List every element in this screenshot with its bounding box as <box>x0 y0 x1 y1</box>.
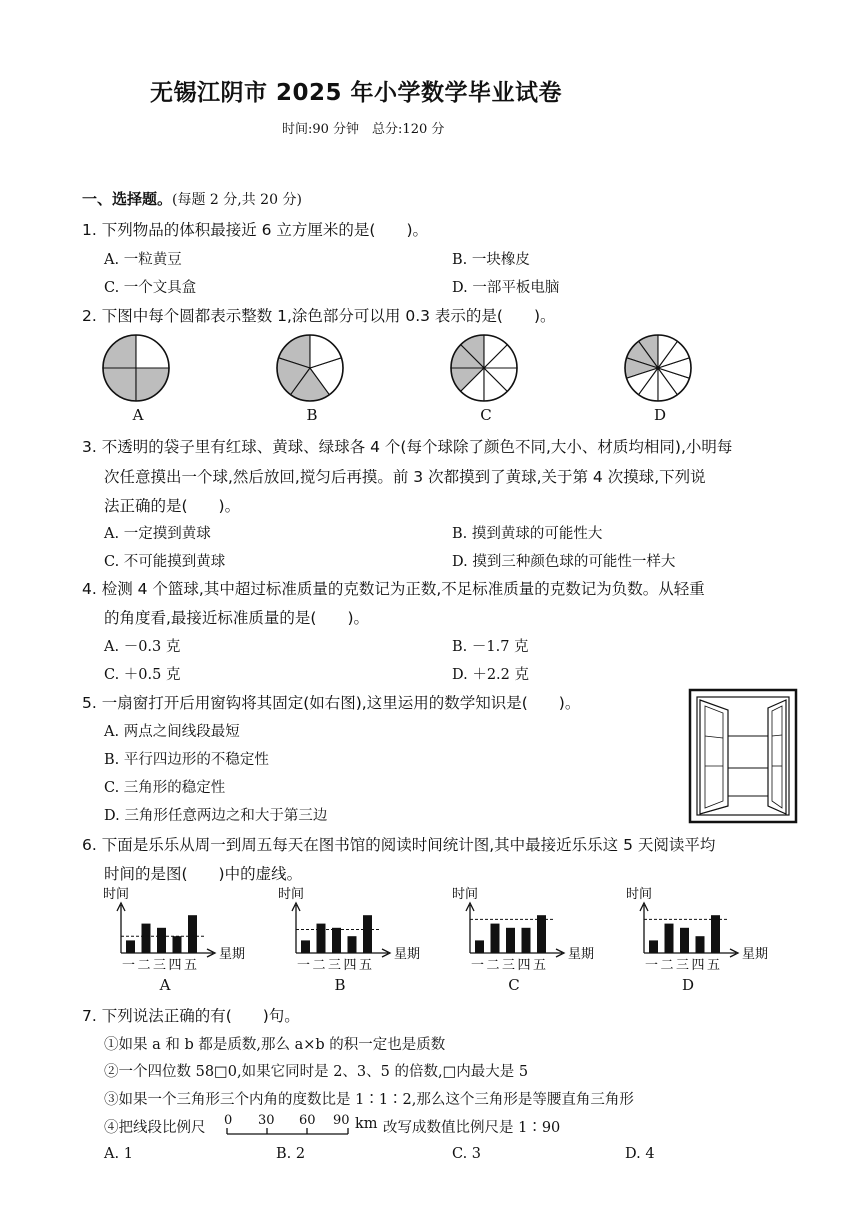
bar-二 <box>491 924 500 953</box>
question-5-stem: 5. 一扇窗打开后用窗钩将其固定(如右图),这里运用的数学知识是( )。 <box>82 694 581 712</box>
y-axis-label: 时间 <box>103 887 130 902</box>
q7-statement-1: ①如果 a 和 b 都是质数,那么 a×b 的积一定也是质数 <box>104 1037 446 1053</box>
q5-option-a: A. 两点之间线段最短 <box>104 724 240 740</box>
bar-一 <box>301 940 310 953</box>
bar-三 <box>332 928 341 953</box>
q6-chart-label-a: A <box>159 976 171 994</box>
x-axis-label: 星期 <box>742 947 769 962</box>
question-1-stem: 1. 下列物品的体积最接近 6 立方厘米的是( )。 <box>82 221 429 239</box>
q2-figure-label-a: A <box>132 406 144 424</box>
bar-一 <box>475 940 484 953</box>
tick-label-一: 一 <box>645 958 659 973</box>
q6-chart-label-d: D <box>681 976 695 994</box>
question-6-line-1: 6. 下面是乐乐从周一到周五每天在图书馆的阅读时间统计图,其中最接近乐乐这 5 天阅读平均 <box>82 836 716 854</box>
q3-option-d: D. 摸到三种颜色球的可能性一样大 <box>452 554 676 570</box>
q1-option-d: D. 一部平板电脑 <box>452 280 560 296</box>
question-4-line-1: 4. 检测 4 个篮球,其中超过标准质量的克数记为正数,不足标准质量的克数记为负数。从轻重 <box>82 580 705 598</box>
q5-option-d: D. 三角形任意两边之和大于第三边 <box>104 808 328 824</box>
line-scale-bar <box>226 1128 352 1136</box>
bar-一 <box>126 940 135 953</box>
tick-label-三: 三 <box>502 958 516 973</box>
tick-label-四: 四 <box>168 958 182 973</box>
tick-label-二: 二 <box>486 958 500 973</box>
bar-二 <box>317 924 326 953</box>
q7-option-a: A. 1 <box>104 1146 133 1162</box>
question-7-stem: 7. 下列说法正确的有( )句。 <box>82 1007 300 1025</box>
y-axis-label: 时间 <box>278 887 305 902</box>
tick-label-五: 五 <box>359 958 373 973</box>
page-title: 无锡江阴市 2025 年小学数学毕业试卷 <box>150 80 563 106</box>
section-note: (每题 2 分,共 20 分) <box>172 192 302 208</box>
question-6-line-2: 时间的是图( )中的虚线。 <box>104 865 303 883</box>
tick-label-四: 四 <box>517 958 531 973</box>
q4-option-b: B. －1.7 克 <box>452 639 529 655</box>
tick-label-二: 二 <box>312 958 326 973</box>
x-axis-label: 星期 <box>394 947 421 962</box>
bar-四 <box>348 936 357 953</box>
tick-label-五: 五 <box>533 958 547 973</box>
tick-label-五: 五 <box>184 958 198 973</box>
q2-figure-label-d: D <box>653 406 667 424</box>
chart-c <box>452 886 594 973</box>
bar-五 <box>188 915 197 953</box>
q7-option-d: D. 4 <box>625 1146 655 1162</box>
question-4-line-2: 的角度看,最接近标准质量的是( )。 <box>104 609 370 627</box>
chart-a <box>103 886 245 973</box>
scale-tick-0: 0 <box>224 1113 233 1128</box>
question-2-stem: 2. 下图中每个圆都表示整数 1,涂色部分可以用 0.3 表示的是( )。 <box>82 307 556 325</box>
q2-figure-label-b: B <box>306 406 318 424</box>
y-axis-label: 时间 <box>626 887 653 902</box>
bar-一 <box>649 940 658 953</box>
tick-label-二: 二 <box>137 958 151 973</box>
scale-tick-60: 60 <box>299 1113 316 1128</box>
q7-statement-4-prefix: ④把线段比例尺 <box>104 1120 206 1136</box>
tick-label-五: 五 <box>707 958 721 973</box>
tick-label-一: 一 <box>122 958 136 973</box>
scale-tick-90: 90 <box>333 1113 350 1128</box>
tick-label-三: 三 <box>328 958 342 973</box>
scale-unit: km <box>355 1116 378 1132</box>
bar-四 <box>173 936 182 953</box>
bar-三 <box>680 928 689 953</box>
q1-option-c: C. 一个文具盒 <box>104 280 197 296</box>
bar-四 <box>696 936 705 953</box>
bar-三 <box>157 928 166 953</box>
q1-option-a: A. 一粒黄豆 <box>104 252 182 268</box>
q3-option-b: B. 摸到黄球的可能性大 <box>452 526 603 542</box>
q7-option-b: B. 2 <box>276 1146 306 1162</box>
tick-label-一: 一 <box>471 958 485 973</box>
q7-statement-2: ②一个四位数 58□0,如果它同时是 2、3、5 的倍数,□内最大是 5 <box>104 1064 529 1080</box>
question-3-line-3: 法正确的是( )。 <box>104 497 241 515</box>
question-3-line-1: 3. 不透明的袋子里有红球、黄球、绿球各 4 个(每个球除了颜色不同,大小、材质均相同),小明每 <box>82 438 733 456</box>
bar-二 <box>142 924 151 953</box>
bar-四 <box>522 928 531 953</box>
tick-label-一: 一 <box>297 958 311 973</box>
bar-二 <box>665 924 674 953</box>
q5-option-c: C. 三角形的稳定性 <box>104 780 226 796</box>
q3-option-c: C. 不可能摸到黄球 <box>104 554 226 570</box>
scale-tick-30: 30 <box>258 1113 275 1128</box>
q7-statement-4-suffix: 改写成数值比例尺是 1∶90 <box>383 1120 561 1136</box>
tick-label-二: 二 <box>660 958 674 973</box>
bar-五 <box>363 915 372 953</box>
q3-option-a: A. 一定摸到黄球 <box>104 526 211 542</box>
q2-figure-label-c: C <box>480 406 492 424</box>
x-axis-label: 星期 <box>219 947 246 962</box>
bar-三 <box>506 928 515 953</box>
q4-option-a: A. －0.3 克 <box>104 639 181 655</box>
x-axis-label: 星期 <box>568 947 595 962</box>
tick-label-四: 四 <box>343 958 357 973</box>
y-axis-label: 时间 <box>452 887 479 902</box>
q4-option-d: D. ＋2.2 克 <box>452 667 529 683</box>
q4-option-c: C. ＋0.5 克 <box>104 667 181 683</box>
bar-五 <box>711 915 720 953</box>
q6-chart-label-b: B <box>334 976 346 994</box>
bar-五 <box>537 915 546 953</box>
section-heading: 一、选择题。 <box>82 190 173 208</box>
q7-option-c: C. 3 <box>452 1146 482 1162</box>
chart-d <box>626 886 768 973</box>
page-subtitle: 时间:90 分钟 总分:120 分 <box>282 122 445 137</box>
q7-statement-3: ③如果一个三角形三个内角的度数比是 1∶1∶2,那么这个三角形是等腰直角三角形 <box>104 1092 634 1108</box>
tick-label-四: 四 <box>691 958 705 973</box>
q6-chart-label-c: C <box>508 976 520 994</box>
question-3-line-2: 次任意摸出一个球,然后放回,搅匀后再摸。前 3 次都摸到了黄球,关于第 4 次摸球,下列说 <box>104 468 706 486</box>
q5-option-b: B. 平行四边形的不稳定性 <box>104 752 269 768</box>
chart-b <box>278 886 420 973</box>
q1-option-b: B. 一块橡皮 <box>452 252 530 268</box>
tick-label-三: 三 <box>676 958 690 973</box>
tick-label-三: 三 <box>153 958 167 973</box>
